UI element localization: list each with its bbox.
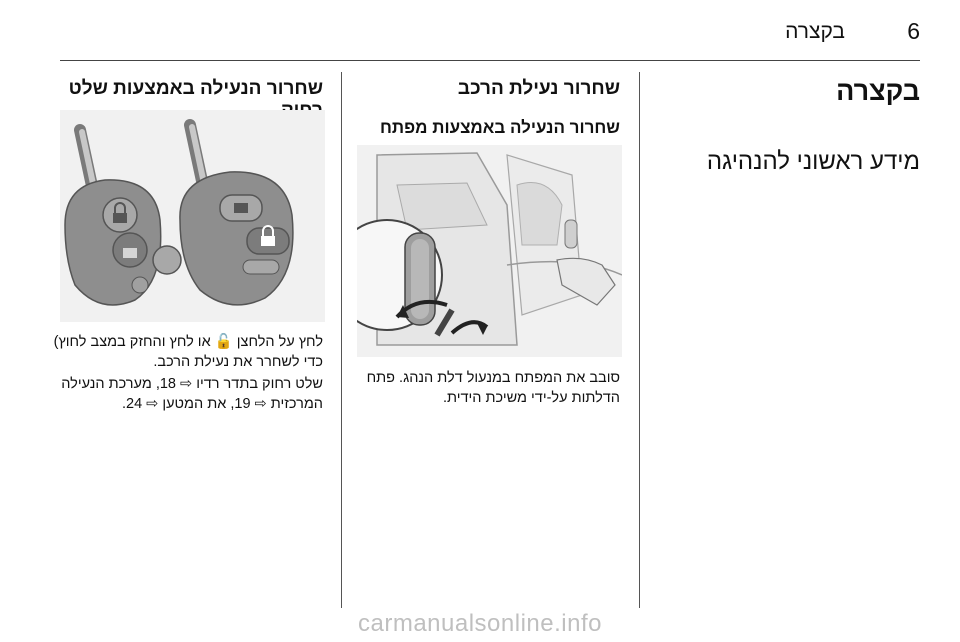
remote-unlock-heading: שחרור הנעילה באמצעות שלט [68, 78, 323, 99]
page-number: 6 [907, 18, 920, 44]
remote-keys-svg [60, 110, 325, 322]
remote-unlock-references: שלט רחוק בתדר רדיו ⇨ 18, מערכת הנעילה המרכזית ⇨ 19, את המטען ⇨ 24. [61, 376, 323, 412]
door-lock-key-svg [357, 145, 622, 357]
door-lock-key-illustration [357, 145, 622, 357]
remote-keys-illustration [60, 110, 325, 322]
remote-unlock-instructions: לחץ על הלחצן 🔓 או לחץ והחזק במצב לחוץ) כדי לשחרר את נעילת הרכב. [53, 334, 323, 370]
key-unlock-caption: סובב את המפתח במנעול דלת הנהג. פתח הדלתות על-ידי משיכת הידית. [366, 370, 620, 406]
section-heading: בקצרה [836, 76, 920, 106]
unlock-vehicle-heading: שחרור נעילת הרכב [457, 78, 620, 99]
column-divider-left [341, 72, 342, 608]
header-divider [60, 60, 920, 61]
unlock-with-key-heading: שחרור הנעילה באמצעות מפתח [379, 118, 620, 137]
page-header-title: בקצרה [785, 20, 845, 43]
footer-watermark[interactable]: carmanualsonline.info [358, 610, 602, 637]
section-subheading: מידע ראשוני להנהיגה [706, 148, 920, 175]
